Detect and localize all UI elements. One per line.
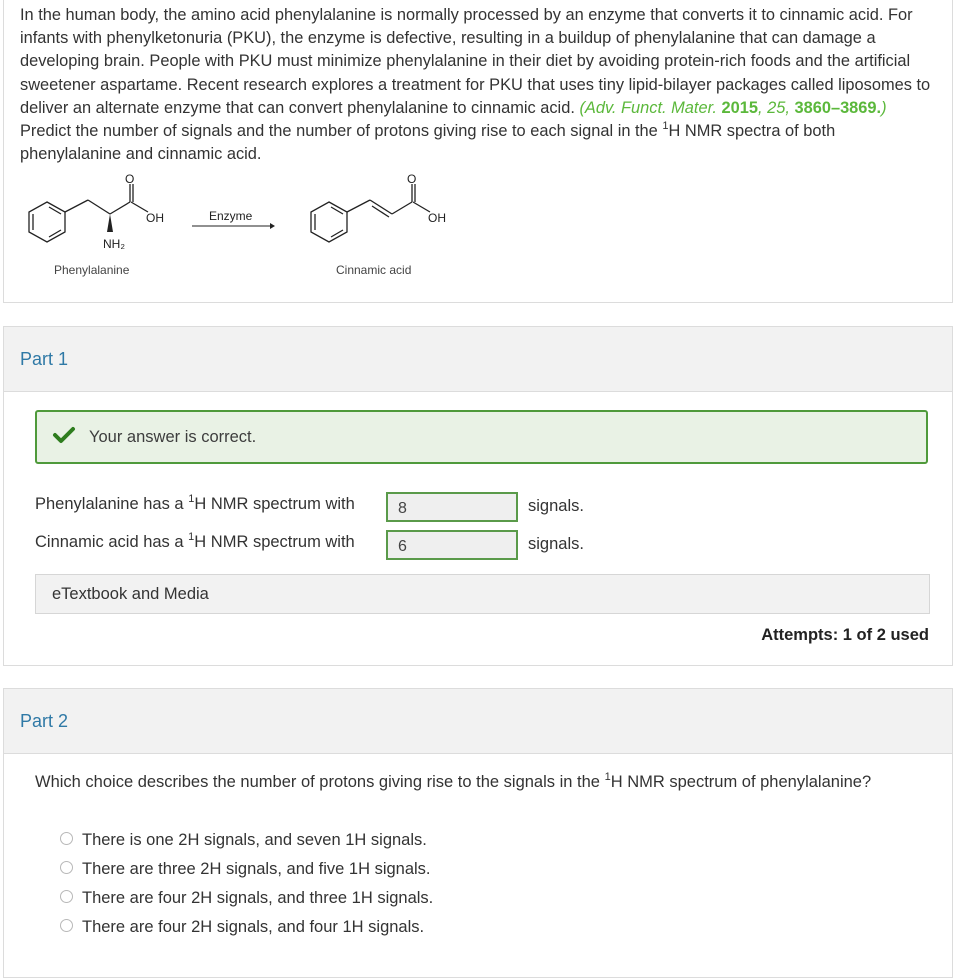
q2-suffix: signals. bbox=[528, 535, 584, 553]
nmr-superscript: 1 bbox=[662, 120, 669, 133]
part1-title[interactable]: Part 1 bbox=[20, 349, 69, 369]
p2-question-suffix: H NMR spectrum of phenylalanine? bbox=[610, 773, 872, 791]
q2-mid: H NMR spectrum with bbox=[194, 533, 355, 551]
reaction-scheme bbox=[22, 170, 446, 288]
q1-suffix: signals. bbox=[528, 497, 584, 515]
cinnamic-signals-input[interactable]: 6 bbox=[386, 530, 518, 560]
q1-superscript: 1 bbox=[188, 493, 195, 505]
part2-title[interactable]: Part 2 bbox=[20, 711, 69, 731]
phenylalanine-nh2-label: NH₂ bbox=[103, 237, 125, 251]
q2-prefix: Cinnamic acid has a bbox=[35, 533, 184, 551]
citation-close: ) bbox=[881, 98, 887, 117]
citation-pages: 3860–3869. bbox=[794, 98, 882, 117]
arrow-head-icon bbox=[270, 223, 275, 229]
p2-superscript: 1 bbox=[604, 771, 611, 783]
part2-card bbox=[3, 688, 953, 978]
intro-text-end: H NMR spectra of both phenylalanine and cinnamic acid. bbox=[20, 122, 836, 164]
citation-journal: (Adv. Funct. Mater. bbox=[579, 98, 717, 117]
product-name: Cinnamic acid bbox=[336, 263, 412, 277]
part1-card bbox=[3, 326, 953, 666]
phenylalanine-question bbox=[35, 495, 355, 514]
intro-text-after: Predict the number of signals and the number of protons giving rise to each signal in the bbox=[20, 122, 658, 141]
citation-volume: , 25, bbox=[758, 98, 790, 117]
phenylalanine-signals-input[interactable]: 8 bbox=[386, 492, 518, 522]
option-3[interactable] bbox=[60, 889, 433, 908]
q1-mid: H NMR spectrum with bbox=[194, 495, 355, 513]
reactant-name: Phenylalanine bbox=[54, 263, 130, 277]
radio-button[interactable] bbox=[60, 861, 73, 874]
cinnamic-acid-structure bbox=[311, 184, 430, 242]
phenylalanine-oh-label: OH bbox=[146, 211, 164, 225]
wedge-bond bbox=[107, 214, 113, 232]
problem-intro-card bbox=[3, 0, 953, 303]
part1-header[interactable] bbox=[4, 327, 952, 392]
intro-text: In the human body, the amino acid phenylalanine is normally processed by an enzyme that converts it to cinnamic acid. For infants with phenylketonuria (PKU), the enzyme is defective, resulting in a buildup of phenylalanine that can damage a developing brain. People with PKU must minimize phenylalanine in their diet by avoiding protein-rich foods and the artificial sweetener aspartame. Recent research explores a treatment for PKU that uses tiny lipid-bilayer packages called liposomes to deliver an alternate enzyme that can convert phenylalanine to cinnamic acid. bbox=[20, 6, 931, 117]
p2-question-prefix: Which choice describes the number of protons giving rise to the signals in the bbox=[35, 773, 600, 791]
part2-question bbox=[35, 773, 871, 792]
q1-prefix: Phenylalanine has a bbox=[35, 495, 184, 513]
attempts-counter: Attempts: 1 of 2 used bbox=[761, 626, 929, 644]
arrow-label: Enzyme bbox=[209, 209, 253, 223]
option-1[interactable] bbox=[60, 831, 427, 850]
option-label: There is one 2H signals, and seven 1H signals. bbox=[82, 831, 427, 849]
option-label: There are four 2H signals, and three 1H signals. bbox=[82, 889, 434, 907]
reaction-scheme-svg bbox=[22, 170, 446, 288]
phenylalanine-structure bbox=[29, 184, 148, 242]
cinnamic-oh-label: OH bbox=[428, 211, 446, 225]
option-4[interactable] bbox=[60, 918, 424, 937]
etextbook-media-button[interactable]: eTextbook and Media bbox=[35, 574, 930, 614]
radio-button[interactable] bbox=[60, 919, 73, 932]
option-label: There are three 2H signals, and five 1H signals. bbox=[82, 860, 431, 878]
correct-feedback bbox=[35, 410, 928, 464]
cinnamic-question bbox=[35, 533, 355, 552]
phenylalanine-o-label: O bbox=[125, 172, 135, 186]
option-label: There are four 2H signals, and four 1H signals. bbox=[82, 918, 425, 936]
part2-header[interactable] bbox=[4, 689, 952, 754]
problem-statement bbox=[20, 4, 940, 166]
q2-superscript: 1 bbox=[188, 531, 195, 543]
cinnamic-o-label: O bbox=[407, 172, 417, 186]
check-icon bbox=[53, 426, 75, 444]
option-2[interactable] bbox=[60, 860, 431, 879]
radio-button[interactable] bbox=[60, 832, 73, 845]
radio-button[interactable] bbox=[60, 890, 73, 903]
feedback-text: Your answer is correct. bbox=[89, 428, 257, 446]
citation-year: 2015 bbox=[721, 98, 759, 117]
